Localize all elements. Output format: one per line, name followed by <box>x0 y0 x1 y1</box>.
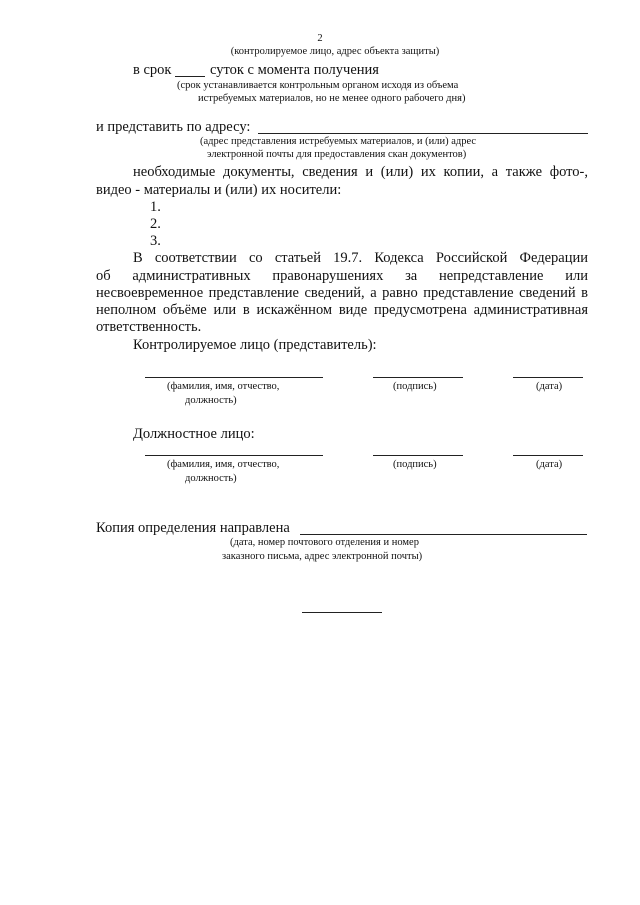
deadline-note-line2: истребуемых материалов, но не менее одного рабочего дня) <box>198 93 466 104</box>
copy-sent-note-line2: заказного письма, адрес электронной почты) <box>222 551 423 562</box>
controlled-date-line[interactable] <box>513 377 583 378</box>
official-name-line[interactable] <box>145 455 323 456</box>
closing-rule <box>302 612 382 613</box>
list-item: 2. <box>150 216 161 232</box>
controlled-name-line[interactable] <box>145 377 323 378</box>
controlled-signature-line[interactable] <box>373 377 463 378</box>
controlled-name-caption-line2: должность) <box>185 395 237 406</box>
deadline-note-line1: (срок устанавливается контрольным органом исходя из объема <box>177 80 459 91</box>
list-item: 3. <box>150 233 161 249</box>
official-date-caption: (дата) <box>536 459 563 470</box>
copy-sent-note-line1: (дата, номер почтового отделения и номер <box>230 537 419 548</box>
controlled-name-caption-line1: (фамилия, имя, отчество, <box>167 381 280 392</box>
official-name-caption-line2: должность) <box>185 473 237 484</box>
liability-line4: неполном объёме или в искажённом виде предусмотрена административная <box>96 302 588 318</box>
liability-line3: несвоевременное представление сведений, а равно представление сведений в <box>96 285 588 301</box>
official-signature-line[interactable] <box>373 455 463 456</box>
official-label: Должностное лицо: <box>133 426 255 442</box>
liability-line2: об административных правонарушениях за непредставление или <box>96 268 588 284</box>
copy-sent-label: Копия определения направлена <box>96 520 290 536</box>
copy-sent-blank-line[interactable] <box>300 534 587 535</box>
controlled-signature-caption: (подпись) <box>393 381 437 392</box>
list-item: 1. <box>150 199 161 215</box>
deadline-prefix: в срок <box>133 62 172 78</box>
official-date-line[interactable] <box>513 455 583 456</box>
page-number: 2 <box>317 33 323 44</box>
header-note: (контролируемое лицо, адрес объекта защиты) <box>230 46 440 57</box>
address-note-line1: (адрес представления истребуемых материалов, и (или) адрес <box>200 136 477 147</box>
documents-paragraph-line1: необходимые документы, сведения и (или) их копии, а также фото-, <box>133 164 588 180</box>
controlled-date-caption: (дата) <box>536 381 563 392</box>
documents-paragraph-line2: видео - материалы и (или) их носители: <box>96 182 342 198</box>
address-label: и представить по адресу: <box>96 119 251 135</box>
liability-line1: В соответствии со статьей 19.7. Кодекса Российской Федерации <box>133 250 588 266</box>
deadline-suffix: суток с момента получения <box>210 62 379 78</box>
liability-line5: ответственность. <box>96 319 202 335</box>
deadline-blank-line[interactable] <box>175 76 205 77</box>
official-signature-caption: (подпись) <box>393 459 437 470</box>
address-blank-line[interactable] <box>258 133 588 134</box>
controlled-person-label: Контролируемое лицо (представитель): <box>133 337 377 353</box>
official-name-caption-line1: (фамилия, имя, отчество, <box>167 459 280 470</box>
address-note-line2: электронной почты для предоставления скан документов) <box>207 149 467 160</box>
